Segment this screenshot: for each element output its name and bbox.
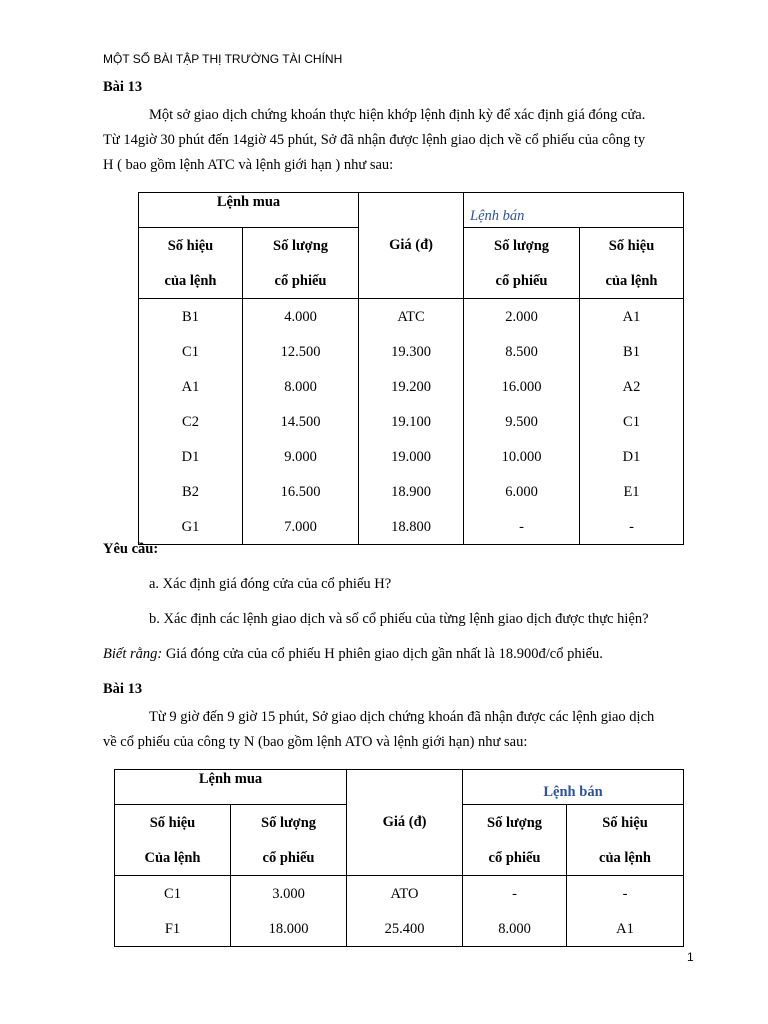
table-cell: 14.500 xyxy=(280,413,321,430)
table-cell: ATC xyxy=(397,308,425,325)
table-cell: A1 xyxy=(181,378,200,395)
intro-line-1: Một sở giao dịch chứng khoán thực hiện khớp lệnh định kỳ để xác định giá đóng cửa. xyxy=(149,107,646,123)
price-column xyxy=(359,299,464,545)
table-cell: B2 xyxy=(182,483,199,500)
note: Biết rằng: Giá đóng cửa của cổ phiếu H phiên giao dịch gần nhất là 18.900đ/cổ phiếu. xyxy=(103,646,603,662)
buy-id-header: Số hiệu của lệnh xyxy=(139,228,243,299)
table-cell: 3.000 xyxy=(272,885,305,902)
buy-id-column xyxy=(139,299,243,545)
order-table-1 xyxy=(138,192,684,545)
buy-qty-column-2 xyxy=(231,876,347,947)
requirements-label: Yêu cầu: xyxy=(103,541,159,557)
order-table-2 xyxy=(114,769,684,947)
table-cell: D1 xyxy=(181,448,200,465)
buy-id-column-2 xyxy=(115,876,231,947)
price-header-2: Giá (đ) xyxy=(347,770,463,876)
table-cell: A2 xyxy=(622,378,641,395)
intro-line-2: Từ 14giờ 30 phút đến 14giờ 45 phút, Sở đã nhận được lệnh giao dịch về cổ phiếu của công ty xyxy=(103,132,646,148)
table-cell: C1 xyxy=(164,885,181,902)
table-cell: 8.500 xyxy=(505,343,538,360)
sell-qty-header: Số lượng cổ phiếu xyxy=(464,228,580,299)
table-cell: 8.000 xyxy=(284,378,317,395)
table-cell: - xyxy=(622,885,628,902)
table-cell: 18.800 xyxy=(391,518,431,535)
price-header: Giá (đ) xyxy=(359,193,464,299)
table-cell: 25.400 xyxy=(384,920,425,937)
sell-orders-header-2: Lệnh bán xyxy=(463,770,684,805)
table-cell: 6.000 xyxy=(505,483,538,500)
page-number: 1 xyxy=(687,950,694,964)
table-cell: 18.000 xyxy=(268,920,309,937)
table-cell: F1 xyxy=(164,920,181,937)
table-cell: C1 xyxy=(623,413,640,430)
requirement-a: a. Xác định giá đóng cửa của cổ phiếu H? xyxy=(149,576,392,592)
sell-orders-header: Lệnh bán xyxy=(464,193,684,228)
table-cell: B1 xyxy=(182,308,199,325)
table-cell: 19.000 xyxy=(391,448,431,465)
table-cell: D1 xyxy=(622,448,641,465)
table-cell: 10.000 xyxy=(501,448,542,465)
sell-id-column-2 xyxy=(567,876,684,947)
buy-orders-header: Lệnh mua xyxy=(139,193,359,228)
buy-qty-header-2: Số lượng cổ phiếu xyxy=(231,805,347,876)
table-cell: 19.300 xyxy=(391,343,431,360)
buy-id-header-2: Số hiệu Của lệnh xyxy=(115,805,231,876)
exercise-title: Bài 13 xyxy=(103,79,143,95)
sell-id-column xyxy=(580,299,684,545)
table-cell: 19.200 xyxy=(391,378,431,395)
buy-qty-column xyxy=(243,299,359,545)
table-cell: ATO xyxy=(390,885,419,902)
table-cell: C2 xyxy=(182,413,199,430)
buy-orders-header-2: Lệnh mua xyxy=(115,770,347,805)
table-cell: 19.100 xyxy=(391,413,431,430)
intro-line-3: H ( bao gồm lệnh ATC và lệnh giới hạn ) như sau: xyxy=(103,157,394,173)
sell-qty-column xyxy=(464,299,580,545)
exercise-intro xyxy=(103,103,693,178)
buy-qty-header: Số lượng cổ phiếu xyxy=(243,228,359,299)
table-cell: 18.900 xyxy=(391,483,431,500)
intro2-line-2: về cổ phiếu của công ty N (bao gồm lệnh ATO và lệnh giới hạn) như sau: xyxy=(103,734,528,750)
table-cell: A1 xyxy=(616,920,634,937)
price-column-2 xyxy=(347,876,463,947)
table-cell: 2.000 xyxy=(505,308,538,325)
sell-id-header: Số hiệu của lệnh xyxy=(580,228,684,299)
table-cell: 9.500 xyxy=(505,413,538,430)
exercise-title-2: Bài 13 xyxy=(103,681,143,697)
requirement-b: b. Xác định các lệnh giao dịch và số cổ phiếu của từng lệnh giao dịch được thực hiện? xyxy=(149,611,649,627)
table-cell: - xyxy=(519,518,524,535)
document-header: MỘT SỐ BÀI TẬP THỊ TRƯỜNG TÀI CHÍNH xyxy=(103,52,343,66)
table-cell: - xyxy=(629,518,634,535)
table-cell: 16.000 xyxy=(501,378,542,395)
table-cell: - xyxy=(512,885,517,902)
table-cell: 16.500 xyxy=(280,483,321,500)
sell-qty-header-2: Số lượng cổ phiếu xyxy=(463,805,567,876)
table-cell: A1 xyxy=(622,308,641,325)
exercise-intro-2 xyxy=(103,705,693,755)
table-cell: G1 xyxy=(181,518,200,535)
table-cell: 4.000 xyxy=(284,308,317,325)
sell-id-header-2: Số hiệu của lệnh xyxy=(567,805,684,876)
table-cell: 9.000 xyxy=(284,448,317,465)
table-cell: 12.500 xyxy=(280,343,321,360)
table-cell: 8.000 xyxy=(498,920,531,937)
table-cell: E1 xyxy=(623,483,640,500)
sell-qty-column-2 xyxy=(463,876,567,947)
table-cell: C1 xyxy=(182,343,199,360)
table-cell: 7.000 xyxy=(284,518,317,535)
intro2-line-1: Từ 9 giờ đến 9 giờ 15 phút, Sở giao dịch chứng khoán đã nhận được các lệnh giao dịch xyxy=(149,709,655,725)
table-cell: B1 xyxy=(623,343,640,360)
